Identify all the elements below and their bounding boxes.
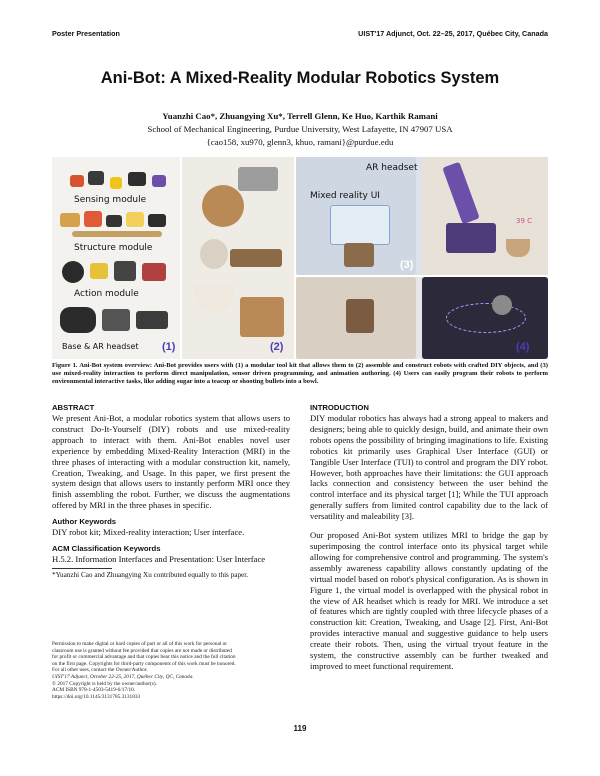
footnote: *Yuanzhi Cao and Zhuangying Xu contributed equally to this paper. xyxy=(52,570,249,579)
base-ar-label: Base & AR headset xyxy=(62,342,139,351)
module-block xyxy=(60,307,96,333)
module-block xyxy=(128,172,146,186)
robot-body xyxy=(230,249,282,267)
right-column xyxy=(310,403,548,678)
module-block xyxy=(72,231,162,237)
module-block xyxy=(114,261,136,281)
sensing-module-label: Sensing module xyxy=(74,195,147,205)
keywords-text: DIY robot kit; Mixed-reality interaction; User interface. xyxy=(52,527,245,538)
figure-tag-3: (3) xyxy=(400,259,414,271)
introduction-paragraph: DIY modular robotics has always had a strong appeal to makers and designers; being able to quickly design, build, and animate their own robots opens the possibility of bringing imaginations to life. Existing robotics kit primarily uses Graphical User Interface (GUI) or Tangible User Interface (TUI) to control and program the DIY robot. However, both approaches have their limitations: the GUI approach lacks connection and consistency between the user behind the control interface and its physical target [1]; While the TUI approach generally suffers from limited control capability due to the lack of versatility and maleability [3]. xyxy=(310,413,548,522)
module-block xyxy=(110,177,122,189)
figure-tag-2: (2) xyxy=(270,341,284,353)
module-block xyxy=(90,263,108,279)
structure-module-label: Structure module xyxy=(74,243,153,253)
abstract-text: We present Ani-Bot, a modular robotics system that allows users to construct Do-It-Yourself (DIY) robots and use mixed-reality approach to interact with them. Ani-Bot enables novel user experience by embedding Mixed-Reality Interaction (MRI) in the three phases of interacting with a modular construction kit, namely, Creation, Tweaking, and Usage. In this paper, we first present the system design that allows users to instantly perform MRI once they finish assembling the robot. Further, we discuss the augmentations offered by MRI in the three phases in specific. xyxy=(52,413,290,511)
module-block xyxy=(88,171,104,185)
trajectory-arc xyxy=(446,303,526,333)
module-block xyxy=(142,263,166,281)
permission-block xyxy=(52,641,288,700)
figure-tag-4: (4) xyxy=(516,341,530,353)
permission-line: https://doi.org/10.1145/3131785.3131833 xyxy=(52,693,141,700)
permission-line: UIST'17 Adjunct, October 22-25, 2017, Québec City, QC, Canada. xyxy=(52,673,194,680)
module-block xyxy=(136,311,168,329)
figure-tag-1: (1) xyxy=(162,341,176,353)
module-block xyxy=(60,213,80,227)
teacup xyxy=(506,239,530,257)
module-block xyxy=(70,175,84,187)
footnote-divider xyxy=(52,568,112,569)
affiliation: School of Mechanical Engineering, Purdue University, West Lafayette, IN 47907 USA xyxy=(147,124,453,134)
figure-panel-interactive-task xyxy=(296,277,548,359)
temp-label: 39 C xyxy=(516,217,533,225)
overview-figure xyxy=(52,157,548,359)
figure-panel-toolkit xyxy=(52,157,180,359)
module-block xyxy=(152,175,166,187)
robot-in-ar xyxy=(344,243,374,267)
module-block xyxy=(148,214,166,227)
robot-car xyxy=(240,297,284,337)
permission-line: Permission to make digital or hard copies of part or all of this work for personal or xyxy=(52,641,228,647)
teacup xyxy=(194,285,234,311)
mixed-ui-overlay xyxy=(330,205,390,245)
introduction-heading: INTRODUCTION xyxy=(310,403,369,412)
module-block xyxy=(126,212,144,227)
module-block xyxy=(84,211,102,227)
action-module-label: Action module xyxy=(74,289,139,299)
left-column xyxy=(52,403,290,580)
robot-wheel xyxy=(202,185,244,227)
robot-arm-scene xyxy=(422,157,548,275)
module-block xyxy=(102,309,130,331)
target-bowl xyxy=(492,295,512,315)
permission-line: classroom use is granted without fee provided that copies are not made or distributed xyxy=(52,647,232,654)
running-header-left: Poster Presentation xyxy=(52,29,120,38)
permission-line: For all other uses, contact the Owner/Author. xyxy=(52,667,148,674)
acm-text: H.5.2. Information Interfaces and Presentation: User Interface xyxy=(52,554,266,565)
paper-title: Ani-Bot: A Mixed-Reality Modular Robotics System xyxy=(100,69,500,87)
author-emails: {cao158, xu970, glenn3, khuo, ramani}@purdue.edu xyxy=(206,137,394,147)
figure-caption: Figure 1. Ani-Bot system overview: Ani-Bot provides users with (1) a modular tool kit that allows them to (2) assemble and construct robots with crafted DIY objects, and (3) use mixed-reality interaction to perform direct manipulation, sensor driven programming, and animation authoring. (4) Users can easily program their robots to perform environmental interactive tasks, like adding sugar into a teacup or shooting bullets into a bowl. xyxy=(52,362,548,386)
permission-line: for profit or commercial advantage and that copies bear this notice and the full citation xyxy=(52,654,236,661)
module-block xyxy=(106,215,122,227)
running-header-right: UIST'17 Adjunct, Oct. 22–25, 2017, Québec City, Canada xyxy=(358,29,548,38)
module-block xyxy=(62,261,84,283)
figure-panel-assembled-robots xyxy=(182,157,294,359)
mixed-ui-label: Mixed reality UI xyxy=(310,191,380,201)
robot-head xyxy=(200,239,228,269)
ar-headset-label: AR headset xyxy=(366,163,418,173)
figure-panel-mixed-reality xyxy=(296,157,548,275)
permission-line: © 2017 Copyright is held by the owner/author(s). xyxy=(52,680,157,687)
page-number: 119 xyxy=(293,724,307,733)
permission-line: on the first page. Copyrights for third-party components of this work must be honored. xyxy=(52,660,236,667)
author-list: Yuanzhi Cao*, Zhuangying Xu*, Terrell Glenn, Ke Huo, Karthik Ramani xyxy=(162,111,438,121)
abstract-heading: ABSTRACT xyxy=(52,403,95,412)
robot-base xyxy=(446,223,496,253)
keywords-heading: Author Keywords xyxy=(52,517,117,527)
permission-line: ACM ISBN 978-1-4503-5419-6/17/10. xyxy=(52,687,136,694)
robot-arm xyxy=(238,167,278,191)
introduction-paragraph: Our proposed Ani-Bot system utilizes MRI to bridge the gap by superimposing the control interface onto its physical target while allowing for comprehensive control and programming. The system's assembly awareness capability allows constantly updating of the virtual model based on robot's physical configuration. As is shown in Figure 1, the virtual model is overlapped with the physical robot in the view of AR headset which is ready for MRI. We introduce a set of features which are tightly coupled with three lifecycle phases of a construction kit: Creation, Tweaking, and Usage [2]. First, Ani-Bot provides interactive manual and suggestive guidance to help users create their robots. Then, using the virtual tryout feature in the system, the constructive assembly can be further tweaked and improved to meet functional requirement. xyxy=(310,530,548,671)
acm-heading: ACM Classification Keywords xyxy=(52,544,161,554)
robot-shooter xyxy=(346,299,374,333)
